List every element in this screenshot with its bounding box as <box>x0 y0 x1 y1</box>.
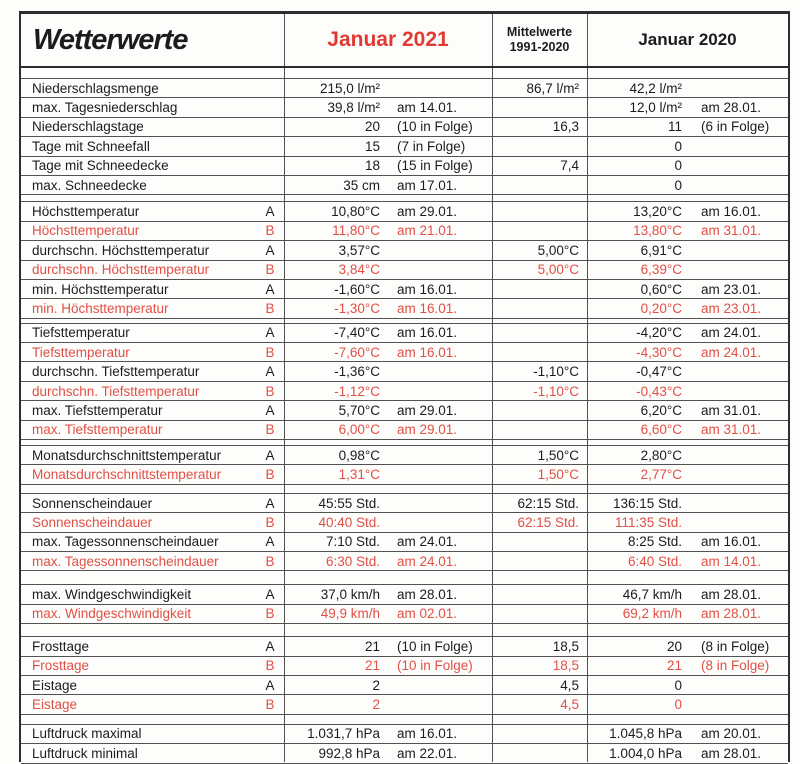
table-section <box>21 323 788 440</box>
value-jan2021: 7:10 Std. <box>325 534 380 550</box>
date-jan2021: (7 in Folge) <box>397 138 466 154</box>
column-header-mittelwerte <box>492 14 587 66</box>
date-jan2021: am 16.01. <box>397 726 458 742</box>
table-row <box>21 280 788 299</box>
row-label: Eistage <box>32 677 78 693</box>
table-row <box>21 382 788 401</box>
value-mittelwerte: 62:15 Std. <box>517 514 579 530</box>
value-jan2021: 215,0 l/m² <box>319 80 380 96</box>
table-row <box>21 421 788 440</box>
date-jan2020: am 31.01. <box>701 402 762 418</box>
value-jan2020: -4,20°C <box>636 325 682 341</box>
date-jan2020: am 28.01. <box>701 587 762 603</box>
value-jan2020: 12,0 l/m² <box>629 100 682 116</box>
variant-letter: B <box>265 262 275 278</box>
table-row <box>21 118 788 137</box>
row-label: Sonnenscheindauer <box>32 495 153 511</box>
table-row <box>21 552 788 571</box>
value-jan2021: 49,9 km/h <box>320 606 380 622</box>
row-label: max. Tiefsttemperatur <box>32 422 163 438</box>
value-jan2020: 1.045,8 hPa <box>609 726 682 742</box>
value-jan2020: 0 <box>674 177 682 193</box>
row-label: max. Windgeschwindigkeit <box>32 606 192 622</box>
value-jan2020: 13,80°C <box>633 223 682 239</box>
table-row <box>21 98 788 117</box>
value-jan2020: 2,77°C <box>640 467 682 483</box>
row-label: max. Windgeschwindigkeit <box>32 587 192 603</box>
value-jan2020: 136:15 Std. <box>612 495 682 511</box>
table-row <box>21 584 788 604</box>
value-jan2020: 42,2 l/m² <box>629 80 682 96</box>
value-jan2020: 0,20°C <box>640 300 682 316</box>
value-jan2021: -1,30°C <box>334 300 380 316</box>
date-jan2020: (8 in Folge) <box>701 658 770 674</box>
date-jan2020: am 31.01. <box>701 422 762 438</box>
value-mittelwerte: 18,5 <box>552 658 579 674</box>
value-mittelwerte: 1,50°C <box>537 447 579 463</box>
value-jan2021: 2 <box>372 697 380 713</box>
value-mittelwerte: 86,7 l/m² <box>526 80 579 96</box>
value-mittelwerte: 5,00°C <box>537 242 579 258</box>
variant-letter: B <box>265 383 275 399</box>
variant-letter: A <box>265 495 275 511</box>
date-jan2021: (15 in Folge) <box>397 158 473 174</box>
value-jan2021: 0,98°C <box>338 447 380 463</box>
value-jan2020: 8:25 Std. <box>627 534 682 550</box>
table-row <box>21 724 788 744</box>
date-jan2020: am 14.01. <box>701 553 762 569</box>
value-jan2021: 40:40 Std. <box>318 514 380 530</box>
variant-letter: A <box>265 325 275 341</box>
row-label: Eistage <box>32 697 78 713</box>
table-row <box>21 744 788 763</box>
date-jan2020: (6 in Folge) <box>701 119 770 135</box>
value-jan2020: 1.004,0 hPa <box>609 745 682 761</box>
table-row <box>21 401 788 420</box>
value-jan2020: 0,60°C <box>640 281 682 297</box>
date-jan2021: am 24.01. <box>397 553 458 569</box>
value-jan2021: 10,80°C <box>331 204 380 220</box>
row-label: durchschn. Tiefsttemperatur <box>32 383 200 399</box>
date-jan2021: (10 in Folge) <box>397 119 473 135</box>
value-jan2021: 2 <box>372 677 380 693</box>
row-label: Luftdruck minimal <box>32 745 138 761</box>
page-title: Wetterwerte <box>33 23 188 56</box>
table-row <box>21 343 788 362</box>
value-jan2021: 39,8 l/m² <box>327 100 380 116</box>
table-row <box>21 78 788 98</box>
table-section <box>21 78 788 195</box>
value-jan2021: -1,12°C <box>334 383 380 399</box>
date-jan2021: am 16.01. <box>397 281 458 297</box>
row-label: Höchsttemperatur <box>32 204 140 220</box>
date-jan2020: am 23.01. <box>701 281 762 297</box>
variant-letter: B <box>265 223 275 239</box>
date-jan2020: am 16.01. <box>701 534 762 550</box>
value-jan2021: 18 <box>364 158 380 174</box>
variant-letter: A <box>265 204 275 220</box>
value-jan2020: 111:35 Std. <box>614 514 682 530</box>
row-label: min. Höchsttemperatur <box>32 300 169 316</box>
date-jan2021: am 29.01. <box>397 204 458 220</box>
row-label: Monatsdurchschnittstemperatur <box>32 467 222 483</box>
value-mittelwerte: 5,00°C <box>537 262 579 278</box>
date-jan2021: (10 in Folge) <box>397 658 473 674</box>
date-jan2020: am 28.01. <box>701 606 762 622</box>
value-jan2021: 35 cm <box>343 177 380 193</box>
value-jan2020: 11 <box>667 119 682 135</box>
table-body <box>21 78 788 764</box>
value-jan2021: -1,60°C <box>334 281 380 297</box>
date-jan2021: am 16.01. <box>397 344 458 360</box>
value-jan2021: 11,80°C <box>332 223 380 239</box>
table-row <box>21 605 788 624</box>
variant-letter: A <box>265 638 275 654</box>
weather-table <box>19 11 790 762</box>
value-jan2021: 3,84°C <box>338 262 380 278</box>
date-jan2020: am 28.01. <box>701 745 762 761</box>
date-jan2021: am 16.01. <box>397 325 458 341</box>
variant-letter: A <box>265 364 275 380</box>
value-jan2021: 21 <box>364 638 380 654</box>
row-label: Tage mit Schneefall <box>32 138 150 154</box>
date-jan2020: am 24.01. <box>701 325 762 341</box>
date-jan2020: am 23.01. <box>701 300 762 316</box>
table-row <box>21 222 788 241</box>
value-mittelwerte: 7,4 <box>560 158 579 174</box>
variant-letter: B <box>265 344 275 360</box>
value-jan2020: 69,2 km/h <box>622 606 682 622</box>
table-row <box>21 137 788 156</box>
table-row <box>21 695 788 714</box>
table-section <box>21 201 788 318</box>
date-jan2020: am 20.01. <box>701 726 762 742</box>
variant-letter: B <box>265 422 275 438</box>
row-label: Frosttage <box>32 638 90 654</box>
variant-letter: A <box>265 402 275 418</box>
value-jan2020: 0 <box>674 138 682 154</box>
value-jan2020: 13,20°C <box>633 204 682 220</box>
row-label: Tiefsttemperatur <box>32 344 130 360</box>
row-label: max. Tiefsttemperatur <box>32 402 163 418</box>
table-row <box>21 533 788 552</box>
value-jan2021: 6:30 Std. <box>325 553 380 569</box>
table-row <box>21 465 788 484</box>
date-jan2021: am 17.01. <box>397 177 458 193</box>
variant-letter: B <box>265 697 275 713</box>
variant-letter: A <box>265 587 275 603</box>
date-jan2021: am 22.01. <box>397 745 458 761</box>
table-row <box>21 362 788 381</box>
table-row <box>21 261 788 280</box>
table-row <box>21 676 788 695</box>
value-jan2021: 3,57°C <box>338 242 380 258</box>
value-jan2020: 6,60°C <box>640 422 682 438</box>
table-row <box>21 513 788 532</box>
row-label: Tiefsttemperatur <box>32 325 130 341</box>
row-label: max. Tagessonnenscheindauer <box>32 534 219 550</box>
value-mittelwerte: -1,10°C <box>533 383 579 399</box>
value-jan2020: 2,80°C <box>640 447 682 463</box>
date-jan2020: am 16.01. <box>701 204 762 220</box>
value-jan2020: 6:40 Std. <box>627 553 682 569</box>
table-row <box>21 176 788 195</box>
variant-letter: B <box>265 467 275 483</box>
date-jan2021: am 29.01. <box>397 422 458 438</box>
value-mittelwerte: 4,5 <box>560 697 579 713</box>
date-jan2020: am 24.01. <box>701 344 762 360</box>
value-mittelwerte: 16,3 <box>552 119 579 135</box>
row-label: Luftdruck maximal <box>32 726 142 742</box>
value-jan2020: 0 <box>674 697 682 713</box>
value-jan2021: -7,60°C <box>334 344 380 360</box>
value-mittelwerte: 4,5 <box>560 677 579 693</box>
table-row <box>21 299 788 318</box>
value-jan2021: 37,0 km/h <box>320 587 380 603</box>
row-label: Frosttage <box>32 658 90 674</box>
row-label: Tage mit Schneedecke <box>32 158 169 174</box>
variant-letter: B <box>265 658 275 674</box>
value-jan2021: 15 <box>364 138 380 154</box>
date-jan2020: am 28.01. <box>701 100 762 116</box>
table-section <box>21 445 788 485</box>
value-mittelwerte: 62:15 Std. <box>517 495 579 511</box>
column-header-jan2021: Januar 2021 <box>327 28 449 51</box>
table-header-row <box>21 14 788 68</box>
date-jan2021: am 24.01. <box>397 534 458 550</box>
row-label: Sonnenscheindauer <box>32 514 153 530</box>
table-row <box>21 493 788 513</box>
table-section <box>21 584 788 624</box>
date-jan2021: am 28.01. <box>397 587 458 603</box>
date-jan2021: am 29.01. <box>397 402 458 418</box>
value-jan2021: 21 <box>364 658 380 674</box>
table-row <box>21 323 788 343</box>
value-jan2020: 21 <box>666 658 682 674</box>
date-jan2021: am 21.01. <box>397 223 458 239</box>
value-jan2020: -4,30°C <box>636 344 682 360</box>
table-row <box>21 157 788 176</box>
variant-letter: A <box>265 242 275 258</box>
value-jan2021: 1,31°C <box>338 467 380 483</box>
variant-letter: B <box>265 514 275 530</box>
value-jan2021: 45:55 Std. <box>318 495 380 511</box>
column-header-mittelwerte-line2: 1991-2020 <box>509 40 570 54</box>
value-jan2020: 20 <box>666 638 682 654</box>
variant-letter: A <box>265 677 275 693</box>
date-jan2021: am 14.01. <box>397 100 458 116</box>
row-label: Niederschlagstage <box>32 119 144 135</box>
table-row <box>21 636 788 656</box>
row-label: durchschn. Tiefsttemperatur <box>32 364 200 380</box>
column-header-mittelwerte-line1: Mittelwerte <box>506 25 573 39</box>
variant-letter: A <box>265 281 275 297</box>
variant-letter: B <box>265 606 275 622</box>
table-row <box>21 201 788 221</box>
value-jan2020: 6,20°C <box>640 402 682 418</box>
value-jan2021: -7,40°C <box>334 325 380 341</box>
table-section <box>21 493 788 572</box>
column-header-jan2020: Januar 2020 <box>638 30 737 49</box>
row-label: min. Höchsttemperatur <box>32 281 169 297</box>
date-jan2020: am 31.01. <box>701 223 762 239</box>
value-jan2021: -1,36°C <box>334 364 380 380</box>
value-jan2021: 20 <box>364 119 380 135</box>
table-row <box>21 241 788 260</box>
value-jan2021: 1.031,7 hPa <box>307 726 380 742</box>
variant-letter: B <box>265 553 275 569</box>
date-jan2021: am 02.01. <box>397 606 458 622</box>
row-label: max. Tagesniederschlag <box>32 100 178 116</box>
value-jan2020: 6,91°C <box>640 242 682 258</box>
value-mittelwerte: 1,50°C <box>537 467 579 483</box>
variant-letter: A <box>265 447 275 463</box>
value-jan2021: 5,70°C <box>338 402 380 418</box>
value-jan2020: 0 <box>674 677 682 693</box>
date-jan2021: (10 in Folge) <box>397 638 473 654</box>
table-section <box>21 724 788 764</box>
variant-letter: B <box>265 300 275 316</box>
row-label: max. Tagessonnenscheindauer <box>32 553 219 569</box>
value-mittelwerte: -1,10°C <box>533 364 579 380</box>
row-label: Niederschlagsmenge <box>32 80 159 96</box>
value-mittelwerte: 18,5 <box>552 638 579 654</box>
date-jan2021: am 16.01. <box>397 300 458 316</box>
variant-letter: A <box>265 534 275 550</box>
value-jan2020: 46,7 km/h <box>622 587 682 603</box>
row-label: durchschn. Höchsttemperatur <box>32 262 210 278</box>
value-jan2021: 992,8 hPa <box>318 745 380 761</box>
table-row <box>21 445 788 465</box>
value-jan2020: 0 <box>674 158 682 174</box>
row-label: Höchsttemperatur <box>32 223 140 239</box>
row-label: max. Schneedecke <box>32 177 147 193</box>
row-label: durchschn. Höchsttemperatur <box>32 242 210 258</box>
value-jan2020: -0,47°C <box>636 364 682 380</box>
value-jan2021: 6,00°C <box>338 422 380 438</box>
value-jan2020: 6,39°C <box>640 262 682 278</box>
row-label: Monatsdurchschnittstemperatur <box>32 447 222 463</box>
table-section <box>21 636 788 715</box>
date-jan2020: (8 in Folge) <box>701 638 770 654</box>
table-row <box>21 657 788 676</box>
value-jan2020: -0,43°C <box>636 383 682 399</box>
